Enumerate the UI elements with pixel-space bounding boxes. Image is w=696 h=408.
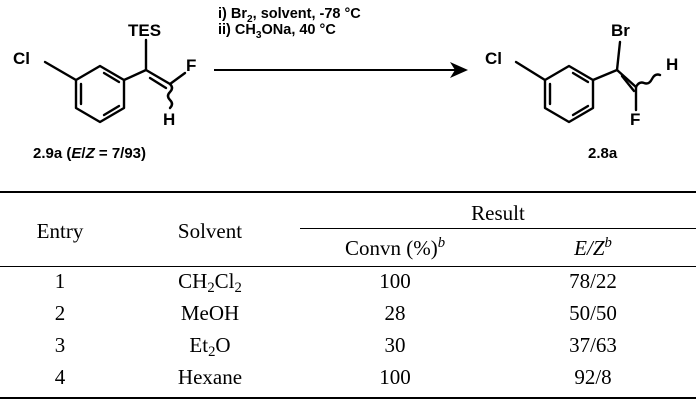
reactant-ring-vinyl-bond (124, 70, 146, 80)
header-solvent: Solvent (177, 219, 243, 243)
row-ez-ratio: 37/63 (569, 333, 617, 357)
table-bottom-rule (0, 397, 696, 399)
table-top-rule (0, 191, 696, 193)
reaction-conditions (218, 6, 361, 41)
row-conversion: 100 (379, 365, 411, 389)
row-entry: 1 (54, 269, 66, 293)
product-caption: 2.8a (588, 145, 618, 162)
header-result: Result (471, 201, 525, 225)
reactant-wavy-bond (168, 84, 172, 108)
header-entry: Entry (36, 219, 84, 243)
product-h-label: H (666, 55, 679, 74)
row-entry: 4 (54, 365, 66, 389)
reactant-f-bond (170, 73, 185, 84)
reactant-cl-bond (45, 62, 76, 80)
result-subheader-rule (300, 228, 696, 229)
header-ez-ratio: $E/Z^b$ (574, 235, 612, 260)
product-br-bond (617, 42, 620, 70)
condition-step-2: ii) $CH_3ONa$, 40 °C (218, 22, 336, 41)
product-f-label: F (630, 110, 641, 129)
row-conversion: 30 (384, 333, 406, 357)
row-entry: 3 (54, 333, 66, 357)
row-solvent: $Et_2O$ (189, 333, 231, 360)
row-solvent: $CH_2Cl_2$ (178, 269, 242, 296)
product-benzene-ring (545, 66, 593, 122)
row-entry: 2 (54, 301, 66, 325)
row-ez-ratio: 78/22 (569, 269, 617, 293)
reactant-f-label: F (186, 56, 197, 75)
row-conversion: 100 (379, 269, 411, 293)
reactant-benzene-ring (76, 66, 124, 122)
row-solvent: MeOH (180, 301, 240, 325)
product-ring-vinyl-bond (593, 70, 617, 80)
condition-step-1: i) $Br_2$, solvent, -78 °C (218, 6, 361, 25)
row-ez-ratio: 50/50 (569, 301, 617, 325)
product-wavy-bond (636, 75, 660, 88)
product-cl-bond (516, 62, 545, 80)
product-cl-label: Cl (485, 49, 502, 68)
row-ez-ratio: 92/8 (574, 365, 612, 389)
product-double-bond (617, 70, 636, 87)
table-header-rule (0, 266, 696, 267)
row-conversion: 28 (384, 301, 406, 325)
header-conversion: Convn (%)$^b$ (344, 235, 446, 260)
reactant-h-label: H (163, 110, 176, 129)
reaction-scheme (0, 0, 696, 190)
row-solvent: Hexane (177, 365, 243, 389)
reactant-caption: 2.9a (E/Z = 7/93) (33, 145, 147, 162)
reactant-cl-label: Cl (13, 49, 30, 68)
reactant-tes-label: TES (128, 21, 162, 40)
product-br-label: Br (611, 21, 630, 40)
